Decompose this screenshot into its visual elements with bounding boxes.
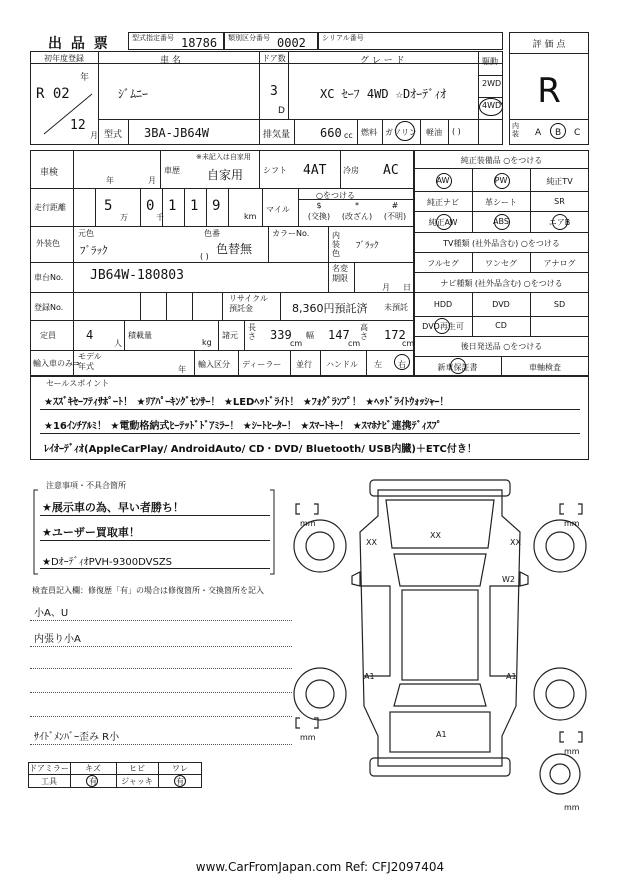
import-parallel: 並行 [296,360,312,369]
mm-front-right: mm [564,519,580,528]
tools-jack-value: 有 [176,777,184,786]
navi-type-label: ナビ種類 (社外品含む) ○をつける [440,279,563,288]
category-value: 0002 [277,36,306,50]
score-label: 評 価 点 [532,40,566,50]
note-line-2: ★ユーザー買取車！ [42,526,140,539]
capacity-label: 定員 [40,331,56,340]
unknown-symbol: # [391,201,399,210]
sales-line-1: ★ｽｽﾞｷｾｰﾌﾃｨｻﾎﾟｰﾄ！ ★ﾘｱﾊﾟｰｷﾝｸﾞｾﾝｻｰ！ ★LEDﾍｯﾄﾞﾗｲﾄ！ ★ﾌｫｸﾞﾗﾝﾌﾟ！ ★ﾍｯﾄﾞﾗｲﾄｳｫｯｼｬｰ！ [44,397,450,408]
inspection-month-mark: 月 [148,176,156,185]
width-label: 幅 [306,331,314,340]
length-label: 長さ [248,323,256,341]
equip-abs-circle [494,214,510,230]
equip-navi: 純正ナビ [427,198,459,207]
mileage-label: 走行距離 [34,203,66,212]
mm-spare: mm [564,803,580,812]
load-label: 積載量 [128,331,152,340]
equip-aw-circle [436,173,452,189]
usage-note: ※未記入は自家用 [196,153,251,161]
damage-mark-right-fender: XX [510,538,521,547]
type-no-box [128,32,224,50]
navi-dvd-circle [434,318,450,334]
name-change-day: 日 [403,283,411,292]
mm-front-left: mm [300,519,316,528]
tools-tool-label: 工具 [41,777,57,786]
category-label: 類別区分番号 [228,34,270,42]
equip-airbag-circle [552,214,568,230]
color-number-label: 色番 [204,229,220,238]
capacity-unit: 人 [114,339,122,348]
interior-c: C [574,128,581,138]
mileage-man: 万 [120,213,128,222]
mileage-circle-note: ○をつける [316,191,355,200]
later-warranty-circle [450,358,466,374]
color-label: 外装色 [36,239,60,248]
equip-leather: 革シート [485,198,517,207]
doors-label: ドア数 [262,54,286,63]
model-year-unit: 年 [178,365,186,374]
mileage-digit-2: 0 [146,198,155,214]
mileage-digit-4: 1 [190,198,199,214]
displacement-label: 排気量 [263,130,291,140]
type-no-value: 18786 [181,36,218,50]
interior-b: B [555,128,562,138]
tv-fullseg: フルセグ [427,259,459,268]
insp-line-1: 小A、U [34,608,69,619]
tv-oneseg: ワンセグ [485,259,517,268]
grade-value: XC ｾｰﾌ 4WD ☆Dｵｰﾃﾞｨｵ [320,87,447,101]
car-name-label: 車 名 [160,56,181,66]
handle-right-circle [394,354,410,370]
length-cm: cm [290,339,303,348]
first-reg-label: 初年度登録 [44,54,84,63]
later-items-label: 後日発送品 ○をつける [460,342,543,351]
insp-line-2: 内張り小A [34,634,81,645]
car-name: ｼﾞﾑﾆｰ [118,87,149,101]
fuel-circle [395,121,415,141]
serial-box [318,32,503,50]
shift-label: シフト [263,166,287,175]
height-value: 172 [384,328,406,342]
mm-rear-right: mm [564,747,580,756]
interior-label: 内装 [512,122,519,138]
handle-left: 左 [374,360,382,369]
load-unit: kg [202,338,212,347]
sales-line-3: ﾚｲｵｰﾃﾞｨｵ(AppleCarPlay/ AndroidAuto/ CD・DVD/ Bluetooth/ USB内臓)＋ETC付き！ [44,444,477,455]
inspector-label: 検査員記入欄：修復歴「有」の場合は修復箇所・交換箇所を記入 [32,586,264,595]
import-class-label: 輸入区分 [198,360,230,369]
damage-mark-left-rear: A1 [364,672,375,681]
drive-4wd-circle [479,98,503,116]
equip-std-aw: 純正AW [428,218,458,227]
chassis-label: 車台No. [34,273,64,282]
tamper-symbol: * [355,201,359,210]
year-mark: 年 [80,73,90,83]
equip-pw: PW [494,176,508,185]
score-value: R [537,71,561,111]
shift-value: 4AT [303,163,327,178]
sales-line-2: ★16ｲﾝﾁｱﾙﾐ！ ★電動格納式ﾋｰﾃｯﾄﾞﾄﾞｱﾐﾗｰ！ ★ｼｰﾄﾋｰﾀｰ！ ★ｽﾏｰﾄｷｰ！ ★ｽﾏﾎﾅﾋﾞ連携ﾃﾞｨｽﾌﾟ [44,421,442,432]
equip-std-aw-circle [436,214,452,230]
capacity-value: 4 [86,328,94,342]
repaint-value: 色替無 [216,242,253,256]
type-no-label: 型式指定番号 [132,34,174,42]
import-label: 輸入車のみ⇒ [33,359,80,368]
later-warranty: 新車保証書 [437,363,478,372]
notes-label: 注意事項・不具合箇所 [46,481,126,490]
tools-mirror-label: ドアミラー [29,764,69,773]
length-value: 339 [270,328,292,342]
mileage-digit-1: 5 [104,198,113,214]
interior-b-circle [550,123,566,139]
tools-jack-label: ジャッキ [121,777,153,786]
recycle-value: 8,360円預託済 [292,302,368,315]
inspection-year-mark: 年 [106,176,114,185]
color-no-label: カラーNo. [272,229,310,238]
fuel-label: 燃料 [361,128,377,137]
recycle-label: リサイクル 預託金 [229,294,268,313]
equip-tv: 純正TV [546,177,573,186]
model-value: 3BA-JB64W [144,126,210,140]
mileage-digit-3: 1 [168,198,177,214]
dims-label: 諸元 [222,331,238,340]
tools-crack-label: ヒビ [129,764,145,773]
navi-dvd: DVD [492,300,510,309]
door-type: D [278,106,285,116]
int-color-value: ﾌﾞﾗｯｸ [356,241,379,251]
exchange-label: (交換) [307,212,331,221]
note-line-3: ★DｵｰﾃﾞｨｵPVH-9300DVSZS [42,557,173,568]
model-year-label: モデル 年式 [78,352,102,371]
tools-tool-value: 有 [89,777,97,786]
model-label: 型式 [104,130,123,140]
first-reg-year: R 02 [36,86,70,102]
mileage-km: km [244,212,257,221]
cc-unit: cc [344,131,353,140]
width-value: 147 [328,328,350,342]
first-reg-slash [40,92,94,136]
damage-mark-rear-bumper: A1 [436,730,447,739]
damage-mark-right-pillar: W2 [502,575,515,584]
damage-mark-hood: XX [430,531,441,540]
damage-mark-left-fender: XX [366,538,377,547]
sales-points-label: セールスポイント [46,379,110,388]
footer-ref: www.CarFromJapan.com Ref: CFJ2097404 [195,860,445,874]
tv-type-label: TV種類 (社外品含む) ○をつける [443,239,560,248]
note-line-1: ★展示車の為、早い者勝ち！ [42,501,184,514]
insp-line-6: ｻｲﾄﾞﾒﾝﾊﾞｰ歪み R小 [34,732,120,743]
interior-a: A [535,128,542,138]
usage-value: 自家用 [207,168,244,182]
orig-color-label: 元色 [78,229,94,238]
chassis-value: JB64W-180803 [90,268,184,283]
height-cm: cm [402,339,415,348]
car-damage-diagram [290,476,590,816]
name-change-month: 月 [382,283,390,292]
equip-sr: SR [554,197,565,206]
serial-label: シリアル番号 [322,34,364,42]
category-box [224,32,318,50]
fuel-other: ( ) [452,127,461,136]
drive-2wd: 2WD [482,79,502,88]
name-change-label: 名変 期限 [332,264,348,283]
tools-scratch-label: キズ [85,764,101,773]
equip-pw-circle [494,173,510,189]
usage-label: 車歴 [164,166,180,175]
navi-dvd-playable: DVD再生可 [422,322,464,331]
ac-label: 冷房 [343,166,359,175]
damage-mark-right-rear: A1 [506,672,517,681]
mm-rear-left: mm [300,733,316,742]
displacement-value: 660 [320,126,342,140]
tamper-label: (改ざん) [341,212,373,221]
fuel-diesel: 軽油 [426,128,442,137]
tools-break-label: ワレ [172,764,188,773]
mileage-digit-5: 9 [212,198,221,214]
width-cm: cm [348,339,361,348]
month-mark: 月 [90,131,98,140]
tv-analog: アナログ [543,259,576,268]
drive-label: 駆動 [482,57,498,66]
later-inspection: 車軸検査 [529,363,561,372]
color-paren: ( ) [200,252,209,261]
grade-label: グ レ ー ド [360,56,405,66]
equip-abs: ABS [493,217,509,226]
registration-label: 登録No. [34,303,64,312]
handle-right: 右 [398,360,406,369]
navi-cd: CD [495,321,507,330]
std-equipment-label: 純正装備品 ○をつける [460,156,543,165]
drive-4wd: 4WD [482,101,502,110]
equip-airbag: エアB [548,218,571,227]
import-dealer: ディーラー [242,360,282,369]
doors-value: 3 [270,84,278,99]
mileage-sen: 千 [156,213,164,222]
height-label: 高さ [360,323,368,341]
mile-label: マイル [266,205,290,214]
int-color-label: 内装色 [332,231,340,258]
exchange-symbol: $ [316,201,322,210]
unknown-label: (不明) [383,212,407,221]
sheet-title: 出 品 票 [48,36,110,52]
orig-color-value: ﾌﾞﾗｯｸ [80,244,108,257]
recycle-other: 未預託 [384,303,408,312]
handle-label: ハンドル [326,360,358,369]
navi-sd: SD [553,300,566,309]
tools-jack-circle [174,775,186,787]
navi-hdd: HDD [433,300,453,309]
first-reg-month: 12 [70,118,86,133]
tools-tool-circle [86,775,98,787]
inspection-label: 車検 [40,168,59,178]
equip-aw: AW [436,176,450,185]
fuel-gasoline: ガソリン [385,128,417,137]
ac-value: AC [383,163,399,178]
